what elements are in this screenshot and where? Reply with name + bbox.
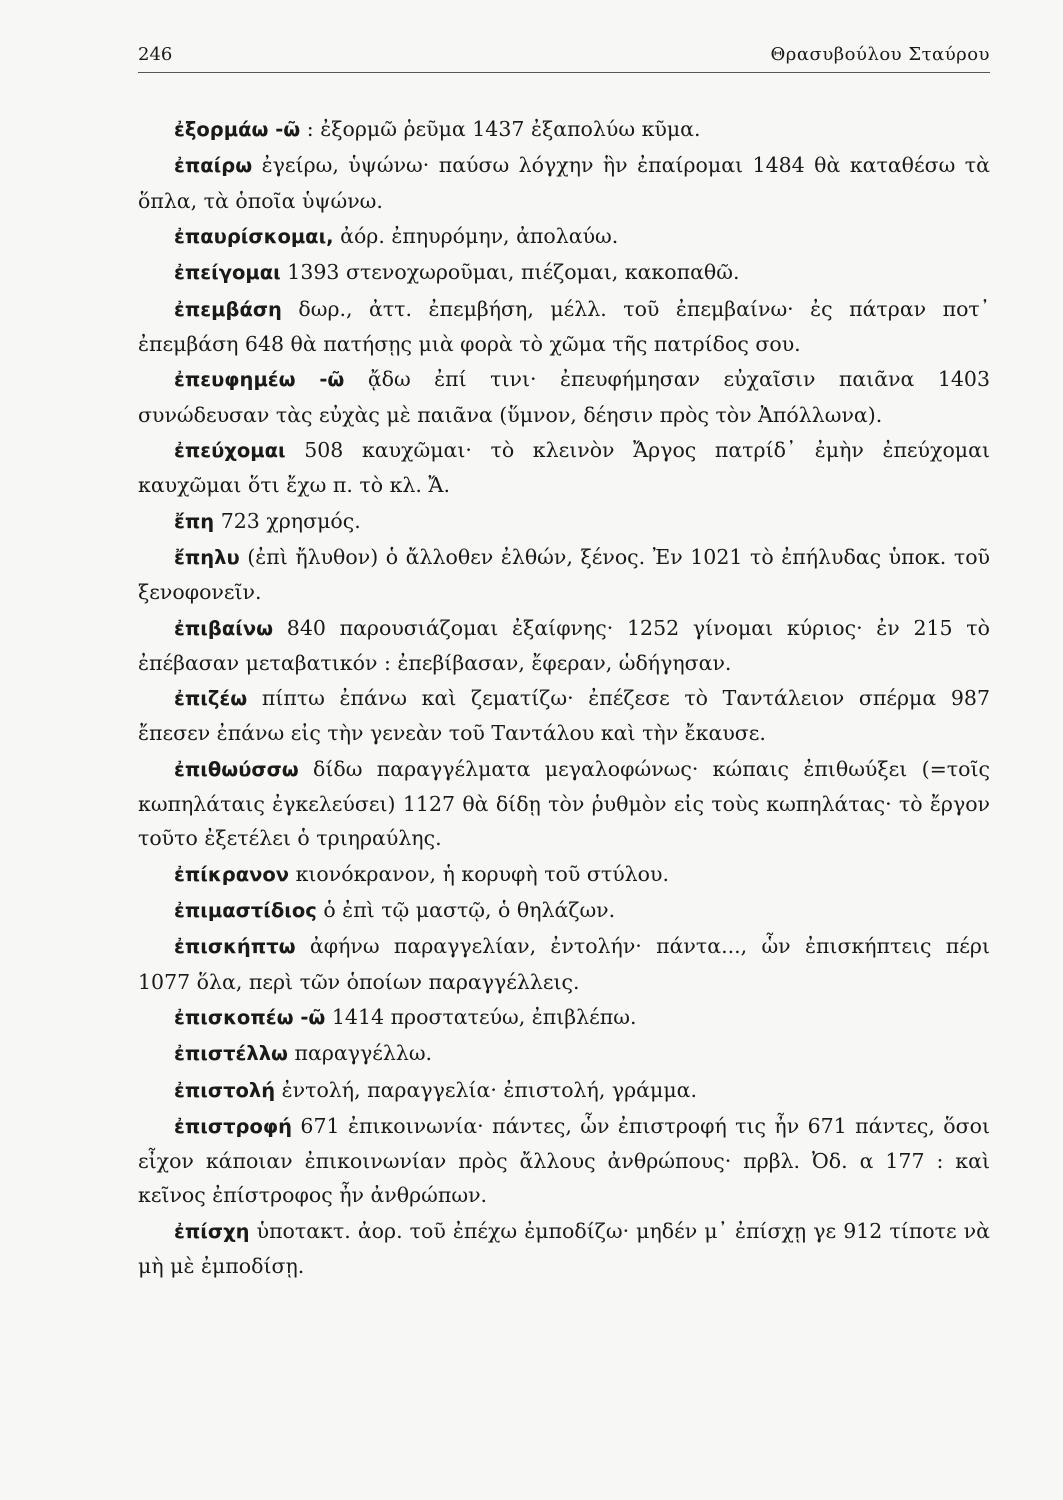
headword: ἐπίκρανον xyxy=(174,862,290,886)
entry xyxy=(138,893,990,928)
entry xyxy=(138,1000,990,1035)
definition: κιονόκρανον, ἡ κορυφὴ τοῦ στύλου. xyxy=(289,861,669,886)
definition: 1414 προστατεύω, ἐπιβλέπω. xyxy=(325,1004,637,1029)
entry xyxy=(138,219,990,254)
page-header xyxy=(138,38,990,73)
definition: : ἐξορμῶ ῥεῦμα 1437 ἐξαπολύω κῦμα. xyxy=(300,117,701,141)
entry xyxy=(138,1109,990,1213)
entry xyxy=(138,857,990,892)
entry xyxy=(138,681,990,750)
headword: ἔπη xyxy=(174,509,215,533)
headword: ἐπισκοπέω -ῶ xyxy=(174,1005,326,1029)
entry xyxy=(138,292,990,361)
definition: ᾄδω ἐπί τινι· ἐπευφήμησαν εὐχαῖσιν παιᾶνα 1403 συνώδευσαν τὰς εὐχὰς μὲ παιᾶνα (ὕμνον, δέησιν πρὸς τὸν Ἀπόλλωνα). xyxy=(138,367,990,427)
page-number: 246 xyxy=(138,44,173,65)
headword: ἐπείγομαι xyxy=(174,261,281,285)
headword: ἐπαυρίσκομαι, xyxy=(174,224,334,248)
entry xyxy=(138,1073,990,1108)
headword: ἐπεμβάση xyxy=(174,297,282,321)
definition: δωρ., ἀττ. ἐπεμβήση, μέλλ. τοῦ ἐπεμβαίνω· ἐς πάτραν ποτ᾽ ἐπεμβάση 648 θὰ πατήσῃς μιὰ φορὰ τὸ χῶμα τῆς πατρίδος σου. xyxy=(138,296,990,356)
entry xyxy=(138,433,990,502)
headword: ἐπιθωύσσω xyxy=(174,757,299,781)
definition: 840 παρουσιάζομαι ἐξαίφνης· 1252 γίνομαι κύριος· ἐν 215 τὸ ἐπέβασαν μεταβατικόν : ἐπεβίβασαν, ἔφεραν, ὡδήγησαν. xyxy=(138,615,990,675)
entry xyxy=(138,362,990,431)
definition: πίπτω ἐπάνω καὶ ζεματίζω· ἐπέζεσε τὸ Ταντάλειον σπέρμα 987 ἔπεσεν ἐπάνω εἰς τὴν γενεὰν τοῦ Ταντάλου καὶ τὴν ἔκαυσε. xyxy=(138,686,990,746)
entry xyxy=(138,540,990,609)
entry xyxy=(138,752,990,856)
definition: ἀφήνω παραγγελίαν, ἐντολήν· πάντα..., ὧν ἐπισκήπτεις πέρι 1077 ὅλα, περὶ τῶν ὁποίων παραγγέλλεις. xyxy=(138,934,990,994)
definition: ἐντολή, παραγγελία· ἐπιστολή, γράμμα. xyxy=(275,1077,698,1102)
entry xyxy=(138,611,990,680)
entry xyxy=(138,504,990,539)
definition: 508 καυχῶμαι· τὸ κλεινὸν Ἄργος πατρίδ᾽ ἐμὴν ἐπεύχομαι καυχῶμαι ὅτι ἔχω π. τὸ κλ. Ἄ. xyxy=(138,437,990,498)
definition: 723 χρησμός. xyxy=(214,508,361,533)
definition: ὁ ἐπὶ τῷ μαστῷ, ὁ θηλάζων. xyxy=(316,897,616,922)
headword: ἐπιβαίνω xyxy=(174,616,274,640)
headword: ἐπιστολή xyxy=(174,1078,276,1102)
entry xyxy=(138,255,990,290)
definition: ἐγείρω, ὑψώνω· παύσω λόγχην ἣν ἐπαίρομαι 1484 θὰ καταθέσω τὰ ὅπλα, τὰ ὁποῖα ὑψώνω. xyxy=(138,153,990,213)
entry xyxy=(138,1214,990,1283)
headword: ἐπιμαστίδιος xyxy=(174,898,317,922)
headword: ἔπηλυ xyxy=(174,545,240,569)
definition: 671 ἐπικοινωνία· πάντες, ὧν ἐπιστροφή τις ἦν 671 πάντες, ὅσοι εἶχον κάποιαν ἐπικοινωνίαν πρὸς ἄλλους ἀνθρώπους· πρβλ. Ὀδ. α 177 : καὶ κεῖνος ἐπίστροφος ἦν ἀνθρώπων. xyxy=(138,1114,990,1208)
definition: ἀόρ. ἐπηυρόμην, ἀπολαύω. xyxy=(333,223,619,248)
entry xyxy=(138,1036,990,1071)
entry xyxy=(138,148,990,217)
definition: δίδω παραγγέλματα μεγαλοφώνως· κώπαις ἐπιθωύξει (=τοῖς κωπηλάταις ἐγκελεύσει) 1127 θὰ δίδῃ τὸν ῥυθμὸν εἰς τοὺς κωπηλάτας· τὸ ἔργον τοῦτο ἐξετέλει ὁ τριηραύλης. xyxy=(138,756,990,851)
headword: ἐπιστέλλω xyxy=(174,1042,288,1066)
dictionary-entries xyxy=(138,112,990,1284)
definition: (ἐπὶ ἤλυθον) ὁ ἄλλοθεν ἐλθών, ξένος. Ἐν 1021 τὸ ἐπήλυδας ὑποκ. τοῦ ξενοφονεῖν. xyxy=(138,544,990,605)
entry xyxy=(138,112,990,147)
headword: ἐπευφημέω -ῶ xyxy=(174,368,345,392)
headword: ἐπιστροφή xyxy=(174,1115,292,1139)
running-head: Θρασυβούλου Σταύρου xyxy=(770,44,990,65)
headword: ἐπιζέω xyxy=(174,687,248,711)
definition: 1393 στενοχωροῦμαι, πιέζομαι, κακοπαθῶ. xyxy=(280,260,740,285)
entry xyxy=(138,929,990,998)
headword: ἐπεύχομαι xyxy=(174,438,286,462)
headword: ἐπίσχη xyxy=(174,1219,250,1243)
headword: ἐπισκήπτω xyxy=(174,935,296,959)
definition: παραγγέλλω. xyxy=(288,1041,433,1066)
headword: ἐξορμάω -ῶ xyxy=(174,118,301,141)
definition: ὑποτακτ. ἀορ. τοῦ ἐπέχω ἐμποδίζω· μηδέν μ᾽ ἐπίσχῃ γε 912 τίποτε νὰ μὴ μὲ ἐμποδίσῃ. xyxy=(138,1218,990,1279)
headword: ἐπαίρω xyxy=(174,154,253,178)
